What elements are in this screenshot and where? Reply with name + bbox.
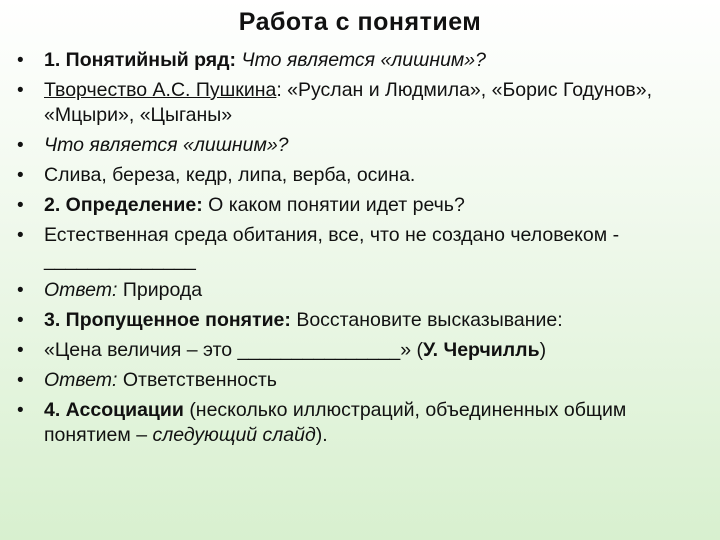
item-heading: 2. Определение: <box>44 194 203 217</box>
item-question: Что является «лишним»? <box>241 49 486 71</box>
bullet-icon: • <box>17 369 24 391</box>
answer-label: Ответ: <box>44 279 118 302</box>
list-item <box>16 278 706 303</box>
answer-text: Природа <box>122 279 203 302</box>
list-item <box>16 223 706 274</box>
list-item <box>16 133 706 158</box>
bullet-icon: • <box>17 399 24 421</box>
item-question: Что является «лишним»? <box>44 134 289 157</box>
item-text: Восстановите высказывание: <box>296 309 563 332</box>
quote-close: ) <box>539 339 547 362</box>
list-item <box>16 308 706 333</box>
answer-text: Ответственность <box>122 368 277 391</box>
list-item <box>16 163 706 188</box>
bullet-icon: • <box>17 340 24 362</box>
list-item <box>16 368 706 393</box>
bullet-icon: • <box>17 195 24 217</box>
item-heading: 1. Понятийный ряд: <box>44 49 237 71</box>
item-heading: 3. Пропущенное понятие: <box>44 309 291 332</box>
item-text: О каком понятии идет речь? <box>208 194 465 217</box>
item-heading: 4. Ассоциации <box>44 398 184 421</box>
item-text: Слива, береза, кедр, липа, верба, осина. <box>44 164 416 187</box>
bullet-icon: • <box>17 224 24 246</box>
list-item <box>16 48 706 73</box>
bullet-icon: • <box>17 50 24 71</box>
list-item <box>16 398 706 449</box>
bullet-list <box>16 48 706 453</box>
bullet-icon: • <box>17 79 24 101</box>
item-text-end: ). <box>315 424 328 447</box>
slide-title: Работа с понятием <box>238 8 482 36</box>
list-item <box>16 193 706 218</box>
bullet-icon: • <box>17 310 24 332</box>
item-text: Естественная среда обитания, все, что не создано человеком - ______________ <box>44 223 620 272</box>
quote-author: У. Черчилль <box>422 339 540 362</box>
list-item <box>16 338 706 363</box>
list-item <box>16 78 706 129</box>
item-text: : «Руслан и Людмила», «Борис Годунов», «Мцыри», «Цыганы» <box>44 78 653 127</box>
quote-text: «Цена величия – это _______________» ( <box>44 339 423 362</box>
item-text: (несколько иллюстраций, объединенных общим понятием – <box>44 398 627 447</box>
item-underlined: Творчество А.С. Пушкина <box>44 78 277 101</box>
bullet-icon: • <box>17 280 24 302</box>
bullet-icon: • <box>17 135 24 157</box>
bullet-icon: • <box>17 165 24 187</box>
item-italic: следующий слайд <box>152 424 316 447</box>
answer-label: Ответ: <box>44 368 118 391</box>
